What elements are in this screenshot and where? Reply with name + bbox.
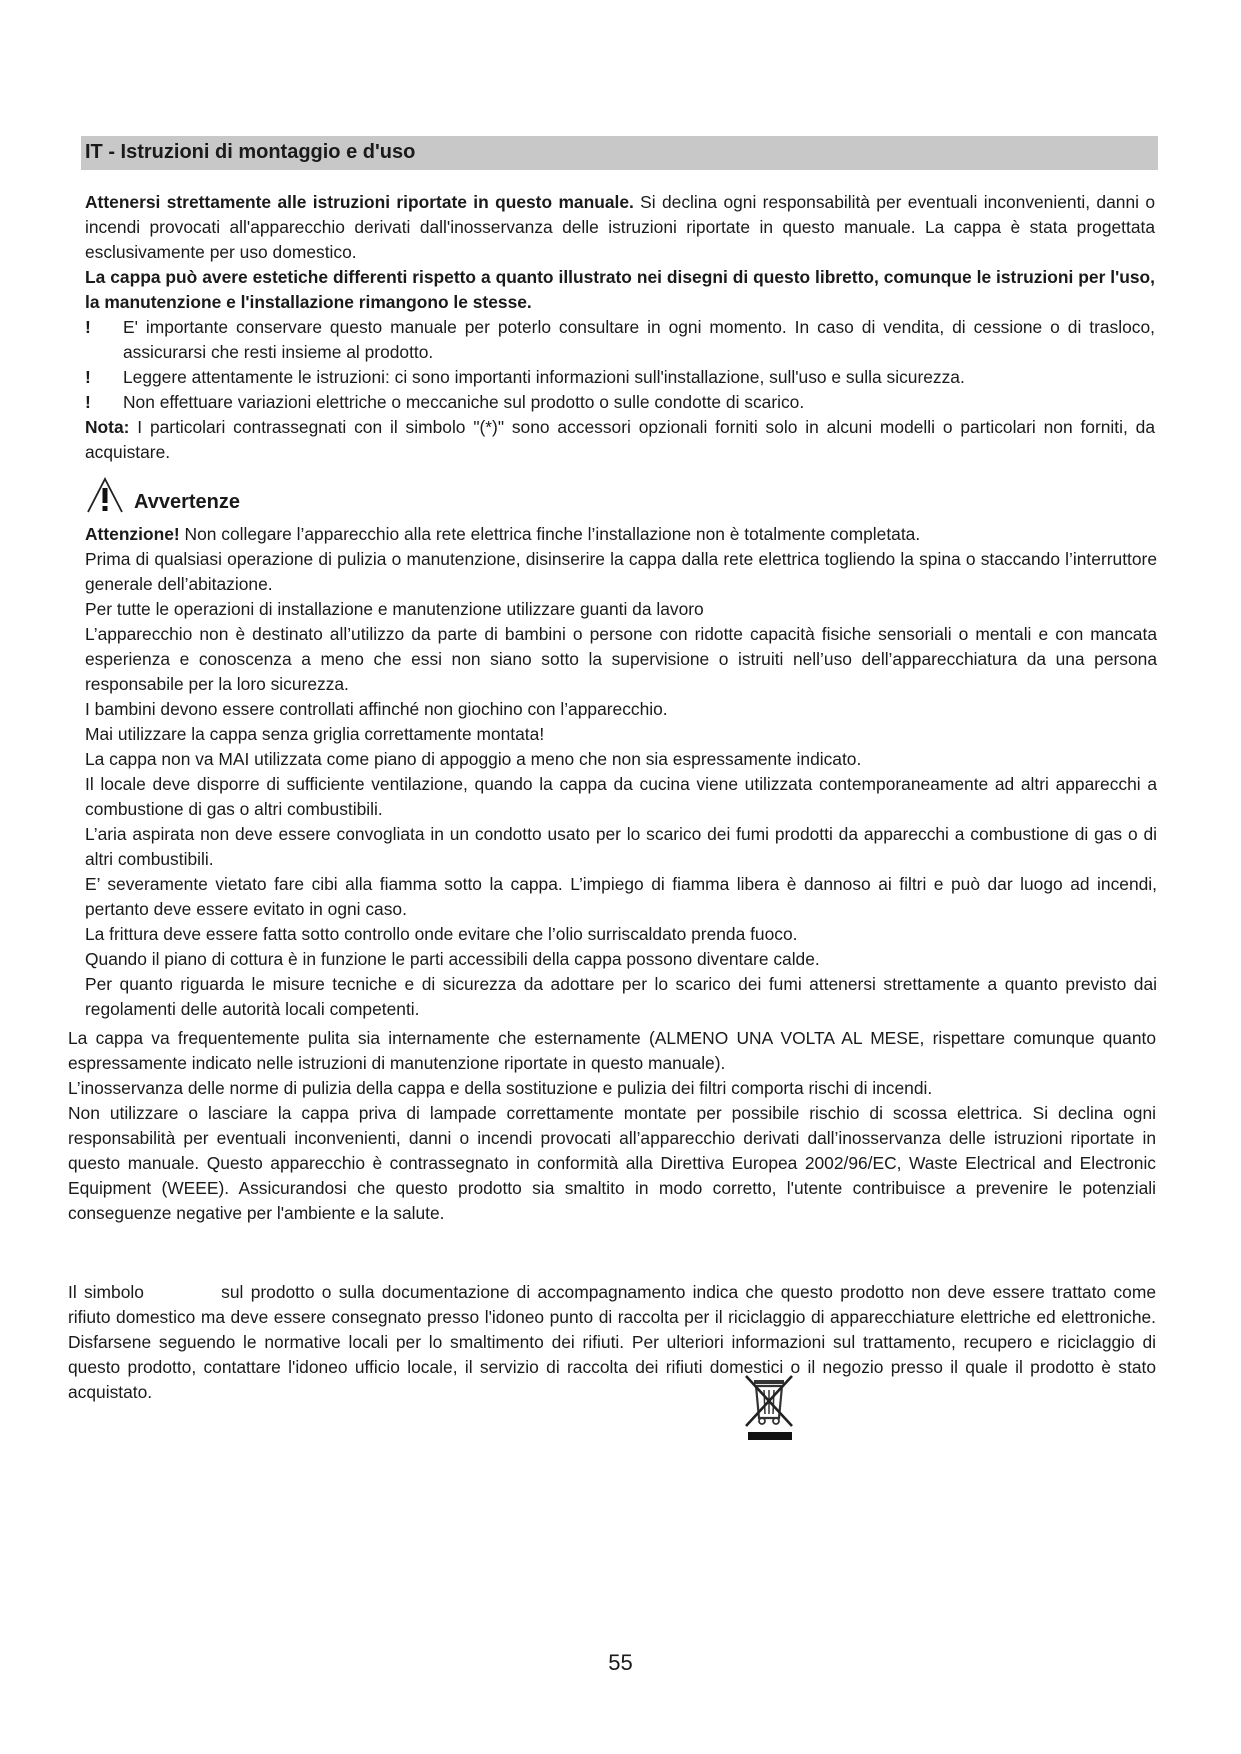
disposal-text-after: sul prodotto o sulla documentazione di accompagnamento indica che questo prodotto non deve essere trattato come rifiuto domestico ma deve essere consegnato presso l'idoneo punto di raccolta per il riciclaggio di apparecchiature elettriche ed elettroniche. Disfarsene seguendo le normative locali per lo smaltimento dei rifiuti. Per ulteriori informazioni sul trattamento, recupero e riciclaggio di questo prodotto, contattare l'idoneo ufficio locale, il servizio di raccolta dei rifiuti domestici o il negozio presso il quale il prodotto è stato acquistato. [68,1282,1156,1402]
exclamation-icon: ! [85,392,91,412]
attention-paragraph [85,522,1157,547]
intro-paragraph [85,190,1155,265]
warning-item: Il locale deve disporre di sufficiente ventilazione, quando la cappa da cucina viene utilizzata contemporaneamente ad altri apparecchi a combustione di gas o altri combustibili. [85,774,1157,819]
bullet-item [85,390,1155,415]
attention-text: Non collegare l’apparecchio alla rete elettrica finche l’installazione non è totalmente completata. [179,524,921,544]
bullet-text: E' importante conservare questo manuale per poterlo consultare in ogni momento. In caso di vendita, di cessione o di trasloco, assicurarsi che resti insieme al prodotto. [123,317,1155,362]
intro-bold: Attenersi strettamente alle istruzioni riportate in questo manuale. [85,192,634,212]
maintenance-section [68,1026,1156,1226]
crossed-out-wheelie-bin-icon [740,1372,800,1442]
warning-item: Per quanto riguarda le misure tecniche e di sicurezza da adottare per lo scarico dei fumi attenersi strettamente a quanto previsto dai regolamenti delle autorità locali competenti. [85,974,1157,1019]
warning-item: La cappa non va MAI utilizzata come piano di appoggio a meno che non sia espressamente indicato. [85,749,862,769]
warnings-title: Avvertenze [134,491,240,513]
warning-item: L’aria aspirata non deve essere convogliata in un condotto usato per lo scarico dei fumi prodotti da apparecchi a combustione di gas o di altri combustibili. [85,824,1157,869]
warning-item: Per tutte le operazioni di installazione e manutenzione utilizzare guanti da lavoro [85,599,704,619]
exclamation-icon: ! [85,367,91,387]
warning-item: E’ severamente vietato fare cibi alla fiamma sotto la cappa. L’impiego di fiamma libera è dannoso ai filtri e può dar luogo ad incendi, pertanto deve essere evitato in ogni caso. [85,874,1157,919]
bullet-item [85,365,1155,390]
maintenance-paragraph: L’inosservanza delle norme di pulizia della cappa e della sostituzione e pulizia dei filtri comporta rischi di incendi. [68,1078,933,1098]
note-text: I particolari contrassegnati con il simbolo "(*)" sono accessori opzionali forniti solo in alcuni modelli o particolari non forniti, da acquistare. [85,417,1155,462]
exclamation-icon: ! [85,317,91,337]
note-paragraph [85,415,1155,465]
page-number: 55 [608,1650,633,1675]
bullet-item [85,315,1155,365]
warning-item: Mai utilizzare la cappa senza griglia correttamente montata! [85,724,545,744]
section-header [81,136,1158,170]
warnings-section [85,522,1157,1022]
warning-item: L’apparecchio non è destinato all’utilizzo da parte di bambini o persone con ridotte capacità fisiche sensoriali o mentali e con mancata esperienza e conoscenza a meno che essi non siano sotto la supervisione o istruiti nell’uso dell’apparecchiatura da una persona responsabile per la loro sicurezza. [85,624,1157,694]
disposal-paragraph [68,1280,1156,1405]
warning-item: I bambini devono essere controllati affinché non giochino con l’apparecchio. [85,699,668,719]
disposal-section [68,1280,1156,1405]
intro-section [85,190,1155,465]
maintenance-paragraph: Non utilizzare o lasciare la cappa priva di lampade correttamente montate per possibile rischio di scossa elettrica. Si declina ogni responsabilità per eventuali inconvenienti, danni o incendi provocati all’apparecchio derivati dall’inosservanza delle istruzioni riportate in questo manuale. Questo apparecchio è contrassegnato in conformità alla Direttiva Europea 2002/96/EC, Waste Electrical and Electronic Equipment (WEEE). Assicurandosi che questo prodotto sia smaltito in modo corretto, l'utente contribuisce a prevenire le potenziali conseguenze negative per l'ambiente e la salute. [68,1103,1156,1223]
note-label: Nota: [85,417,130,437]
section-title: IT - Istruzioni di montaggio e d'uso [85,141,416,163]
aesthetics-note [85,265,1155,315]
warning-item: Prima di qualsiasi operazione di pulizia o manutenzione, disinserire la cappa dalla rete elettrica togliendo la spina o staccando l’interruttore generale dell’abitazione. [85,549,1157,594]
warning-triangle-icon [84,476,126,516]
disposal-text-before: Il simbolo [68,1282,144,1302]
attention-label: Attenzione! [85,524,180,544]
warning-item: Quando il piano di cottura è in funzione le parti accessibili della cappa possono diventare calde. [85,949,820,969]
aesthetics-note-text: La cappa può avere estetiche differenti rispetto a quanto illustrato nei disegni di questo libretto, comunque le istruzioni per l'uso, la manutenzione e l'installazione rimangono le stesse. [85,267,1155,312]
bullet-text: Non effettuare variazioni elettriche o meccaniche sul prodotto o sulle condotte di scarico. [123,392,805,412]
maintenance-paragraph: La cappa va frequentemente pulita sia internamente che esternamente (ALMENO UNA VOLTA AL MESE, rispettare comunque quanto espressamente indicato nelle istruzioni di manutenzione riportate in questo manuale). [68,1028,1156,1073]
intro-text: Si declina ogni responsabilità per eventuali inconvenienti, danni o incendi provocati all'apparecchio derivati dall'inosservanza delle istruzioni riportate in questo manuale. La cappa è stata progettata esclusivamente per uso domestico. [85,192,1155,262]
warning-item: La frittura deve essere fatta sotto controllo onde evitare che l’olio surriscaldato prenda fuoco. [85,924,798,944]
bullet-text: Leggere attentamente le istruzioni: ci sono importanti informazioni sull'installazione, sull'uso e sulla sicurezza. [123,367,965,387]
